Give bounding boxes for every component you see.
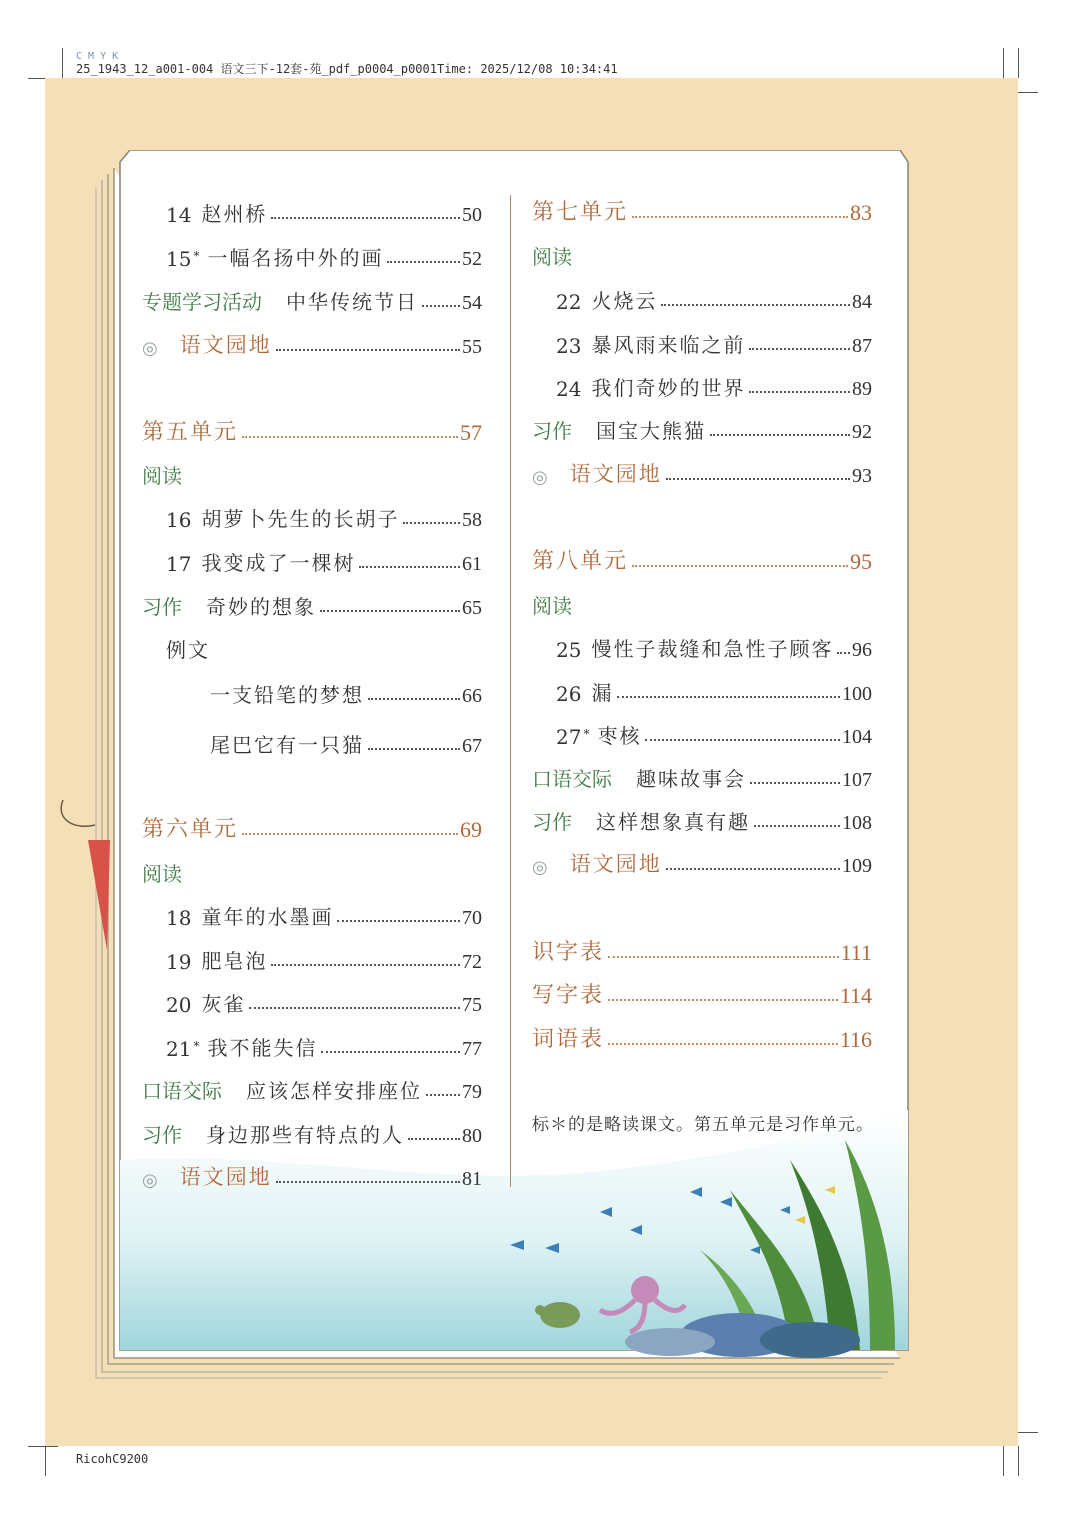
print-header-line: 25_1943_12_a001-004 语文三下-12套-苑_pdf_p0004_p0001Time: 2025/12/08 10:34:41 bbox=[76, 62, 618, 76]
lesson-number: 23 bbox=[556, 334, 582, 358]
toc-entry[interactable] bbox=[166, 633, 210, 663]
activity-label: 习作 bbox=[142, 595, 182, 619]
page-number: 77 bbox=[462, 1038, 482, 1060]
lesson-number: 26 bbox=[556, 682, 582, 706]
garden-title: 语文园地 bbox=[179, 333, 272, 357]
dot-leader bbox=[749, 391, 850, 393]
toc-entry[interactable] bbox=[556, 284, 872, 314]
lesson-number: 19 bbox=[166, 950, 192, 974]
lesson-number: 15 bbox=[166, 247, 192, 271]
toc-entry[interactable] bbox=[532, 936, 872, 966]
circle-icon: ◎ bbox=[142, 338, 158, 359]
lesson-title: 我不能失信 bbox=[207, 1036, 318, 1060]
garden-title: 语文园地 bbox=[569, 462, 662, 486]
crop-mark bbox=[1003, 48, 1004, 78]
toc-entry[interactable] bbox=[142, 459, 182, 489]
dot-leader bbox=[271, 217, 460, 219]
dot-leader bbox=[422, 305, 460, 307]
toc-entry[interactable] bbox=[166, 502, 482, 532]
page-number: 100 bbox=[842, 683, 872, 705]
page-number: 114 bbox=[839, 983, 872, 1008]
dot-leader bbox=[337, 920, 460, 922]
toc-entry[interactable] bbox=[532, 458, 872, 488]
dot-leader bbox=[359, 566, 460, 568]
section-label: 阅读 bbox=[142, 464, 182, 488]
crop-mark bbox=[1018, 92, 1038, 93]
dot-leader bbox=[368, 698, 460, 700]
dot-leader bbox=[320, 610, 460, 612]
dot-leader bbox=[617, 696, 840, 698]
activity-title: 国宝大熊猫 bbox=[596, 419, 706, 443]
lesson-title: 枣核 bbox=[597, 724, 642, 748]
toc-entry[interactable] bbox=[166, 900, 482, 930]
garden-title: 语文园地 bbox=[179, 1165, 272, 1189]
lesson-number: 16 bbox=[166, 508, 192, 532]
page-number: 93 bbox=[852, 465, 872, 487]
page-number: 84 bbox=[852, 291, 872, 313]
toc-entry[interactable] bbox=[166, 944, 482, 974]
toc-entry[interactable] bbox=[166, 987, 482, 1017]
page-number: 83 bbox=[850, 200, 872, 225]
toc-entry[interactable] bbox=[166, 546, 482, 576]
page-number: 81 bbox=[462, 1168, 482, 1190]
dot-leader bbox=[249, 1007, 460, 1009]
unit-title: 第五单元 bbox=[142, 420, 239, 445]
toc-entry[interactable] bbox=[532, 240, 572, 270]
dot-leader bbox=[242, 833, 458, 835]
crop-mark bbox=[1018, 1432, 1038, 1433]
toc-entry[interactable] bbox=[532, 762, 872, 792]
toc-entry[interactable] bbox=[142, 813, 482, 843]
circle-icon: ◎ bbox=[142, 1170, 158, 1191]
lesson-title: 一幅名扬中外的画 bbox=[207, 246, 384, 270]
page-number: 70 bbox=[462, 907, 482, 929]
bookmark-tag bbox=[55, 800, 115, 960]
unit-title: 第八单元 bbox=[532, 549, 629, 574]
page-number: 61 bbox=[462, 553, 482, 575]
page-number: 66 bbox=[462, 685, 482, 707]
toc-entry[interactable] bbox=[532, 979, 872, 1009]
lesson-title: 赵州桥 bbox=[201, 202, 268, 226]
page-number: 104 bbox=[842, 726, 872, 748]
lesson-number: 20 bbox=[166, 993, 192, 1017]
toc-entry[interactable] bbox=[556, 632, 872, 662]
page-number: 111 bbox=[840, 940, 872, 965]
crop-mark bbox=[62, 48, 63, 78]
page-number: 55 bbox=[462, 336, 482, 358]
lesson-number: 22 bbox=[556, 290, 582, 314]
dot-leader bbox=[608, 999, 838, 1001]
page-number: 52 bbox=[462, 248, 482, 270]
crop-mark bbox=[28, 1446, 58, 1447]
toc-entry[interactable] bbox=[532, 589, 572, 619]
appendix-title: 写字表 bbox=[532, 983, 605, 1008]
dot-leader bbox=[276, 1181, 460, 1183]
page-number: 95 bbox=[850, 549, 872, 574]
crop-mark bbox=[1018, 48, 1019, 78]
toc-entry[interactable] bbox=[142, 416, 482, 446]
lesson-number: 24 bbox=[556, 377, 582, 401]
activity-title: 应该怎样安排座位 bbox=[246, 1079, 422, 1103]
toc-entry[interactable] bbox=[142, 857, 182, 887]
toc-entry[interactable] bbox=[142, 1074, 482, 1104]
page-number: 57 bbox=[460, 420, 482, 445]
activity-label: 习作 bbox=[532, 810, 572, 834]
page-number: 87 bbox=[852, 335, 872, 357]
page-number: 75 bbox=[462, 994, 482, 1016]
dot-leader bbox=[276, 349, 460, 351]
optional-mark: * bbox=[193, 1039, 200, 1053]
dot-leader bbox=[666, 868, 840, 870]
toc-entry[interactable] bbox=[142, 329, 482, 359]
lesson-title: 我变成了一棵树 bbox=[201, 551, 356, 575]
lesson-number: 21 bbox=[166, 1037, 192, 1061]
toc-entry[interactable] bbox=[142, 285, 482, 315]
toc-entry[interactable] bbox=[532, 848, 872, 878]
toc-entry[interactable] bbox=[142, 590, 482, 620]
lesson-title: 我们奇妙的世界 bbox=[591, 376, 746, 400]
toc-entry[interactable] bbox=[556, 328, 872, 358]
toc-entry[interactable] bbox=[142, 1118, 482, 1148]
lesson-number: 27 bbox=[556, 725, 582, 749]
page-number: 116 bbox=[839, 1027, 872, 1052]
lesson-number: 18 bbox=[166, 906, 192, 930]
dot-leader bbox=[632, 565, 848, 567]
lesson-title: 肥皂泡 bbox=[201, 949, 268, 973]
dot-leader bbox=[754, 825, 840, 827]
lesson-title: 漏 bbox=[591, 681, 614, 705]
page-number: 72 bbox=[462, 951, 482, 973]
dot-leader bbox=[661, 304, 850, 306]
lesson-number: 25 bbox=[556, 638, 582, 662]
dot-leader bbox=[403, 522, 460, 524]
activity-title: 身边那些有特点的人 bbox=[206, 1123, 404, 1147]
cmyk-marks: C M Y K bbox=[76, 51, 119, 62]
activity-label: 习作 bbox=[532, 419, 572, 443]
toc-entry[interactable] bbox=[166, 241, 482, 271]
appendix-title: 识字表 bbox=[532, 940, 605, 965]
toc-entry[interactable] bbox=[532, 414, 872, 444]
dot-leader bbox=[837, 652, 850, 654]
dot-leader bbox=[408, 1138, 460, 1140]
page-number: 54 bbox=[462, 292, 482, 314]
dot-leader bbox=[710, 434, 850, 436]
dot-leader bbox=[387, 261, 460, 263]
page-number: 65 bbox=[462, 597, 482, 619]
dot-leader bbox=[749, 348, 850, 350]
lesson-title: 火烧云 bbox=[591, 289, 658, 313]
garden-title: 语文园地 bbox=[569, 852, 662, 876]
activity-title: 趣味故事会 bbox=[636, 767, 746, 791]
section-label: 阅读 bbox=[532, 594, 572, 618]
page-number: 69 bbox=[460, 817, 482, 842]
unit-title: 第七单元 bbox=[532, 200, 629, 225]
toc-entry[interactable] bbox=[532, 805, 872, 835]
toc-entry[interactable] bbox=[210, 728, 482, 758]
toc-footnote: 标＊的是略读课文。第五单元是习作单元。 bbox=[532, 1115, 874, 1135]
activity-label: 口语交际 bbox=[142, 1079, 222, 1103]
printer-label: RicohC9200 bbox=[76, 1452, 149, 1466]
appendix-title: 词语表 bbox=[532, 1027, 605, 1052]
circle-icon: ◎ bbox=[532, 857, 548, 878]
dot-leader bbox=[632, 216, 848, 218]
dot-leader bbox=[368, 748, 460, 750]
toc-entry[interactable] bbox=[166, 1031, 482, 1061]
toc-entry[interactable] bbox=[556, 676, 872, 706]
optional-mark: * bbox=[583, 727, 590, 741]
print-header bbox=[76, 50, 618, 76]
dot-leader bbox=[321, 1051, 460, 1053]
crop-mark bbox=[45, 1446, 46, 1476]
toc-entry[interactable] bbox=[556, 371, 872, 401]
crop-mark bbox=[1003, 1446, 1004, 1476]
page-number: 109 bbox=[842, 855, 872, 877]
lesson-title: 童年的水墨画 bbox=[201, 905, 334, 929]
toc-entry[interactable] bbox=[532, 1023, 872, 1053]
activity-title: 奇妙的想象 bbox=[206, 595, 316, 619]
section-label: 阅读 bbox=[142, 862, 182, 886]
optional-mark: * bbox=[193, 249, 200, 263]
page-number: 89 bbox=[852, 378, 872, 400]
lesson-number: 17 bbox=[166, 552, 192, 576]
lesson-title: 灰雀 bbox=[201, 992, 246, 1016]
page-number: 80 bbox=[462, 1125, 482, 1147]
dot-leader bbox=[271, 964, 460, 966]
activity-label: 专题学习活动 bbox=[142, 290, 262, 314]
lesson-title: 慢性子裁缝和急性子顾客 bbox=[591, 637, 834, 661]
dot-leader bbox=[666, 478, 850, 480]
column-divider bbox=[510, 195, 511, 1187]
sample-essay-heading: 例文 bbox=[166, 638, 210, 662]
dot-leader bbox=[645, 739, 840, 741]
page-number: 92 bbox=[852, 421, 872, 443]
page-number: 50 bbox=[462, 204, 482, 226]
crop-mark bbox=[1018, 1446, 1019, 1476]
sample-essay-title: 尾巴它有一只猫 bbox=[210, 733, 364, 757]
page-number: 58 bbox=[462, 509, 482, 531]
lesson-title: 暴风雨来临之前 bbox=[591, 333, 746, 357]
dot-leader bbox=[608, 1043, 838, 1045]
dot-leader bbox=[750, 782, 840, 784]
toc-entry[interactable] bbox=[142, 1161, 482, 1191]
circle-icon: ◎ bbox=[532, 467, 548, 488]
lesson-title: 胡萝卜先生的长胡子 bbox=[201, 507, 400, 531]
sample-essay-title: 一支铅笔的梦想 bbox=[210, 683, 364, 707]
activity-label: 口语交际 bbox=[532, 767, 612, 791]
lesson-number: 14 bbox=[166, 203, 192, 227]
toc-entry[interactable] bbox=[532, 196, 872, 226]
dot-leader bbox=[608, 956, 839, 958]
unit-title: 第六单元 bbox=[142, 817, 239, 842]
page-number: 96 bbox=[852, 639, 872, 661]
activity-title: 中华传统节日 bbox=[286, 290, 418, 314]
toc-entry[interactable] bbox=[556, 719, 872, 749]
page-number: 108 bbox=[842, 812, 872, 834]
dot-leader bbox=[426, 1094, 460, 1096]
toc-entry[interactable] bbox=[166, 197, 482, 227]
page-number: 107 bbox=[842, 769, 872, 791]
page-number: 79 bbox=[462, 1081, 482, 1103]
dot-leader bbox=[242, 436, 458, 438]
section-label: 阅读 bbox=[532, 245, 572, 269]
activity-title: 这样想象真有趣 bbox=[596, 810, 750, 834]
activity-label: 习作 bbox=[142, 1123, 182, 1147]
page-number: 67 bbox=[462, 735, 482, 757]
toc-entry[interactable] bbox=[210, 678, 482, 708]
toc-entry[interactable] bbox=[532, 545, 872, 575]
